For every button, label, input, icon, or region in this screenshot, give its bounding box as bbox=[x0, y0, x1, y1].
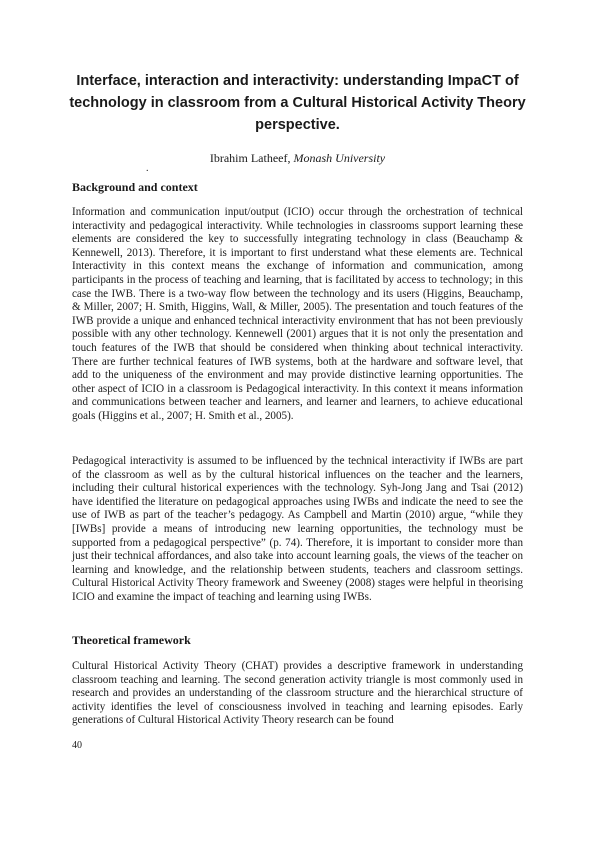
section-heading-background: Background and context bbox=[72, 180, 198, 194]
paragraph-theoretical-framework-1: Cultural Historical Activity Theory (CHAT) provides a descriptive framework in understanding classroom teaching and learning. The second generation activity triangle is most commonly used in research and provides an understanding of the classroom structure and the hierarchical structure of activity identifies the level of consciousness involved in teaching and learning episodes. Early generations of Cultural Historical Activity Theory research can be found bbox=[72, 660, 523, 727]
section-heading-theoretical-framework: Theoretical framework bbox=[72, 633, 191, 647]
author-line bbox=[60, 151, 535, 166]
author-affiliation: Monash University bbox=[293, 151, 386, 165]
author-name: Ibrahim Latheef, bbox=[209, 151, 291, 165]
paper-title: Interface, interaction and interactivity: understanding ImpaCT of technology in classroom from a Cultural Historical Activity Theory perspective. bbox=[69, 73, 526, 133]
stray-mark: . bbox=[146, 163, 149, 174]
paragraph-background-2: Pedagogical interactivity is assumed to be influenced by the technical interactivity if IWBs are part of the classroom as well as by the cultural historical influences on the teacher and the learners, including their cultural historical experiences with the technology. Syh-Jong Jang and Tsai (2012) have identified the literature on pedagogical approaches using IWBs and indicate the need to see the use of IWB as part of the teacher’s pedagogy. As Campbell and Martin (2010) argue, “while they [IWBs] provide a means of introducing new learning opportunities, the technology must be supported from a pedagogical perspective” (p. 74). Therefore, it is important to consider more than just their technical affordances, and also take into account learning goals, the views of the teacher on learning and knowledge, and the relationship between students, teachers and classroom settings. Cultural Historical Activity Theory framework and Sweeney (2008) stages were helpful in theorising ICIO and examine the impact of teaching and learning using IWBs. bbox=[72, 455, 523, 603]
page-number: 40 bbox=[72, 740, 82, 751]
paragraph-background-1: Information and communication input/output (ICIO) occur through the orchestration of technical interactivity and pedagogical interactivity. While technologies in classrooms support learning these elements are considered the key to successfully integrating technology in class (Beauchamp & Kennewell, 2013). Therefore, it is important to first understand what these elements are. Technical Interactivity in this context means the exchange of information and communication, among participants in the process of teaching and learning, that is facilitated by access to technology; in this case the IWB. There is a two-way flow between the technology and its users (Higgins, Beauchamp, & Miller, 2007; H. Smith, Higgins, Wall, & Miller, 2005). The presentation and touch features of the IWB provide a unique and enhanced technical interactivity environment that has not been previously possible with any other technology. Kennewell (2001) argues that it is not only the presentation and touch features of the IWB that should be considered when thinking about technical interactivity. There are further technical features of IWB systems, both at the hardware and software level, that add to the uniqueness of the environment and may provide distinctive learning opportunities. The other aspect of ICIO in a classroom is Pedagogical interactivity. In this context it means information and communications between teacher and learners, and learner and learners, to achieve educational goals (Higgins et al., 2007; H. Smith et al., 2005). bbox=[72, 206, 523, 422]
